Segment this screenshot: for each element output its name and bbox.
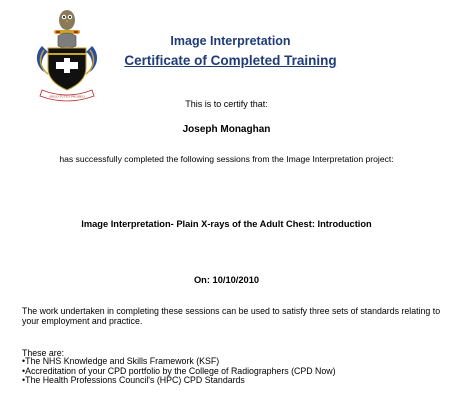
completion-statement: has successfully completed the following sessions from the Image Interpretation project: [59,154,394,164]
session-title: Image Interpretation- Plain X-rays of the Adult Chest: Introduction [81,219,372,229]
certify-text: This is to certify that: [185,99,268,109]
owl-icon [59,10,75,30]
completion-date: On: 10/10/2010 [193,275,260,285]
standards-list [22,357,336,386]
svg-text:ERGO TUTUS PRODEO: ERGO TUTUS PRODEO [49,94,85,99]
project-title: Image Interpretation [170,34,291,48]
certificate-title: Certificate of Completed Training [124,53,337,68]
work-statement: The work undertaken in completing these sessions can be used to satisfy three sets of standards relating to your employment and practice. [22,306,441,326]
list-item: • Accreditation of your CPD portfolio by the College of Radiographers (CPD Now) [22,367,336,377]
list-item: • The Health Professions Council's (HPC) CPD Standards [22,376,336,386]
list-item: • The NHS Knowledge and Skills Framework (KSF) [22,357,336,367]
recipient-name: Joseph Monaghan [182,124,271,135]
these-are-label: These are: [22,348,65,358]
